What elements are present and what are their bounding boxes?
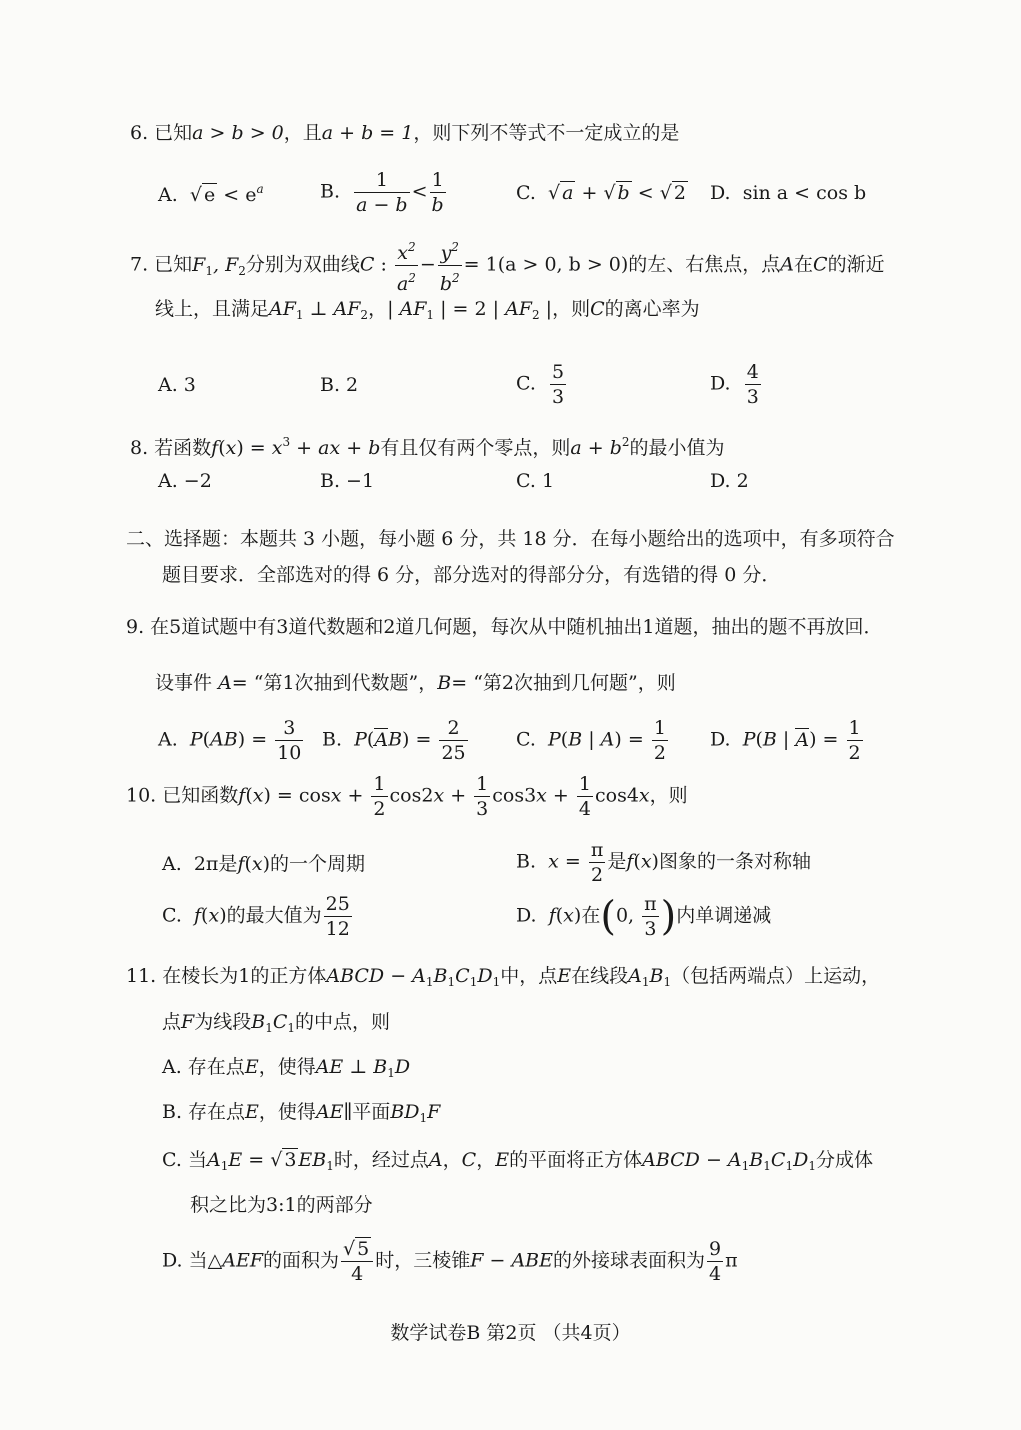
section2-heading-line2: 题目要求．全部选对的得 6 分，部分选对的得部分分，有选错的得 0 分． [162,564,781,586]
q9-option-a: A. P(AB) = $\frac{3}{10}$ [158,717,302,764]
q6-option-a: A. √ $e < e^a$ [158,182,264,206]
q11-stem-line1: 11. 在棱长为1的正方体ABCD − $A_1B_1C_1D_1$中，点E在线段$A_1B_1$（包括两端点）上运动， [126,965,881,989]
q7-stem-line1: 7. 已知$F_1$, $F_2$分别为双曲线C : $\frac{x^2}{a^2}$ − $\frac{y^2}{b^2}$ = 1(a > 0, b > 0)的左、右焦点，点A在C的渐近 [130,235,885,296]
q6-stem: 6. 已知a > b > 0，且a + b = 1，则下列不等式不一定成立的是 [130,122,680,144]
q10-stem: 10. 已知函数f(x) = cosx + $\frac{1}{2}$ cos2x + $\frac{1}{3}$ cos3x + $\frac{1}{4}$ cos4x，则 [126,773,688,820]
q6-option-c: C. √ a + √ b < √ 2 [516,182,686,204]
q9-option-d: D. P(B | A) = $\frac{1}{2}$ [710,717,861,764]
q11-option-c-line2: 积之比为3:1的两部分 [190,1194,373,1216]
q9-option-c: C. P(B | A) = $\frac{1}{2}$ [516,717,666,764]
q7-option-b: B. 2 [320,374,359,396]
q11-option-b: B. 存在点E，使得AE∥平面$BD_1F$ [162,1101,441,1125]
q11-stem-line2: 点F为线段$B_1C_1$的中点，则 [162,1011,391,1035]
q7-option-c: C. $\frac{5}{3}$ [516,361,565,408]
q7-option-a: A. 3 [158,374,196,396]
q9-stem-line1: 9. 在5道试题中有3道代数题和2道几何题，每次从中随机抽出1道题，抽出的题不再放回． [126,616,883,638]
q6-option-b: B. $\frac{1}{a - b}$ < $\frac{1}{b}$ [320,169,444,216]
q11-option-d: D. 当△AEF的面积为 $\frac{√ 5}{4}$ 时，三棱锥F − ABE的外接球表面积为 $\frac{9}{4}$ π [162,1238,738,1285]
section2-heading: 二、选择题：本题共 3 小题，每小题 6 分，共 18 分．在每小题给出的选项中，有多项符合 [126,528,895,550]
q8-option-c: C. 1 [516,470,555,492]
q10-option-c: C. f(x)的最大值为 $\frac{25}{12}$ [162,893,350,940]
q7-stem-line2: 线上，且满足$AF_1$ ⊥ $AF_2$，| $AF_1$ | = 2 | $AF_2$ |，则C的离心率为 [155,298,700,322]
q8-option-d: D. 2 [710,470,749,492]
q7-option-d: D. $\frac{4}{3}$ [710,361,759,408]
q8-option-a: A. −2 [158,470,212,492]
q11-option-a: A. 存在点E，使得AE ⊥ $B_1D$ [162,1056,411,1080]
page-footer: 数学试卷B 第2页 （共4页） [390,1322,631,1344]
q9-option-b: B. P(AB) = $\frac{2}{25}$ [322,717,466,764]
q6-option-d: D. sin a < cos b [710,182,867,204]
q10-option-b: B. x = $\frac{\pi}{2}$ 是f(x)图象的一条对称轴 [516,839,811,886]
q8-option-b: B. −1 [320,470,375,492]
q11-option-c: C. 当$A_1E$ = √ 3 $EB_1$时，经过点A，C，E的平面将正方体ABCD − $A_1B_1C_1D_1$分成体 [162,1149,873,1173]
q8-stem: 8. 若函数$f(x) = x^3$ + ax + b有且仅有两个零点，则$a + b^2$的最小值为 [130,435,725,459]
q10-option-a: A. 2π是f(x)的一个周期 [162,853,366,875]
q9-stem-line2: 设事件 A= “第1次抽到代数题”，B= “第2次抽到几何题”，则 [155,672,676,694]
q10-option-d: D. f(x)在(0, $\frac{\pi}{3}$ )内单调递减 [516,893,772,940]
